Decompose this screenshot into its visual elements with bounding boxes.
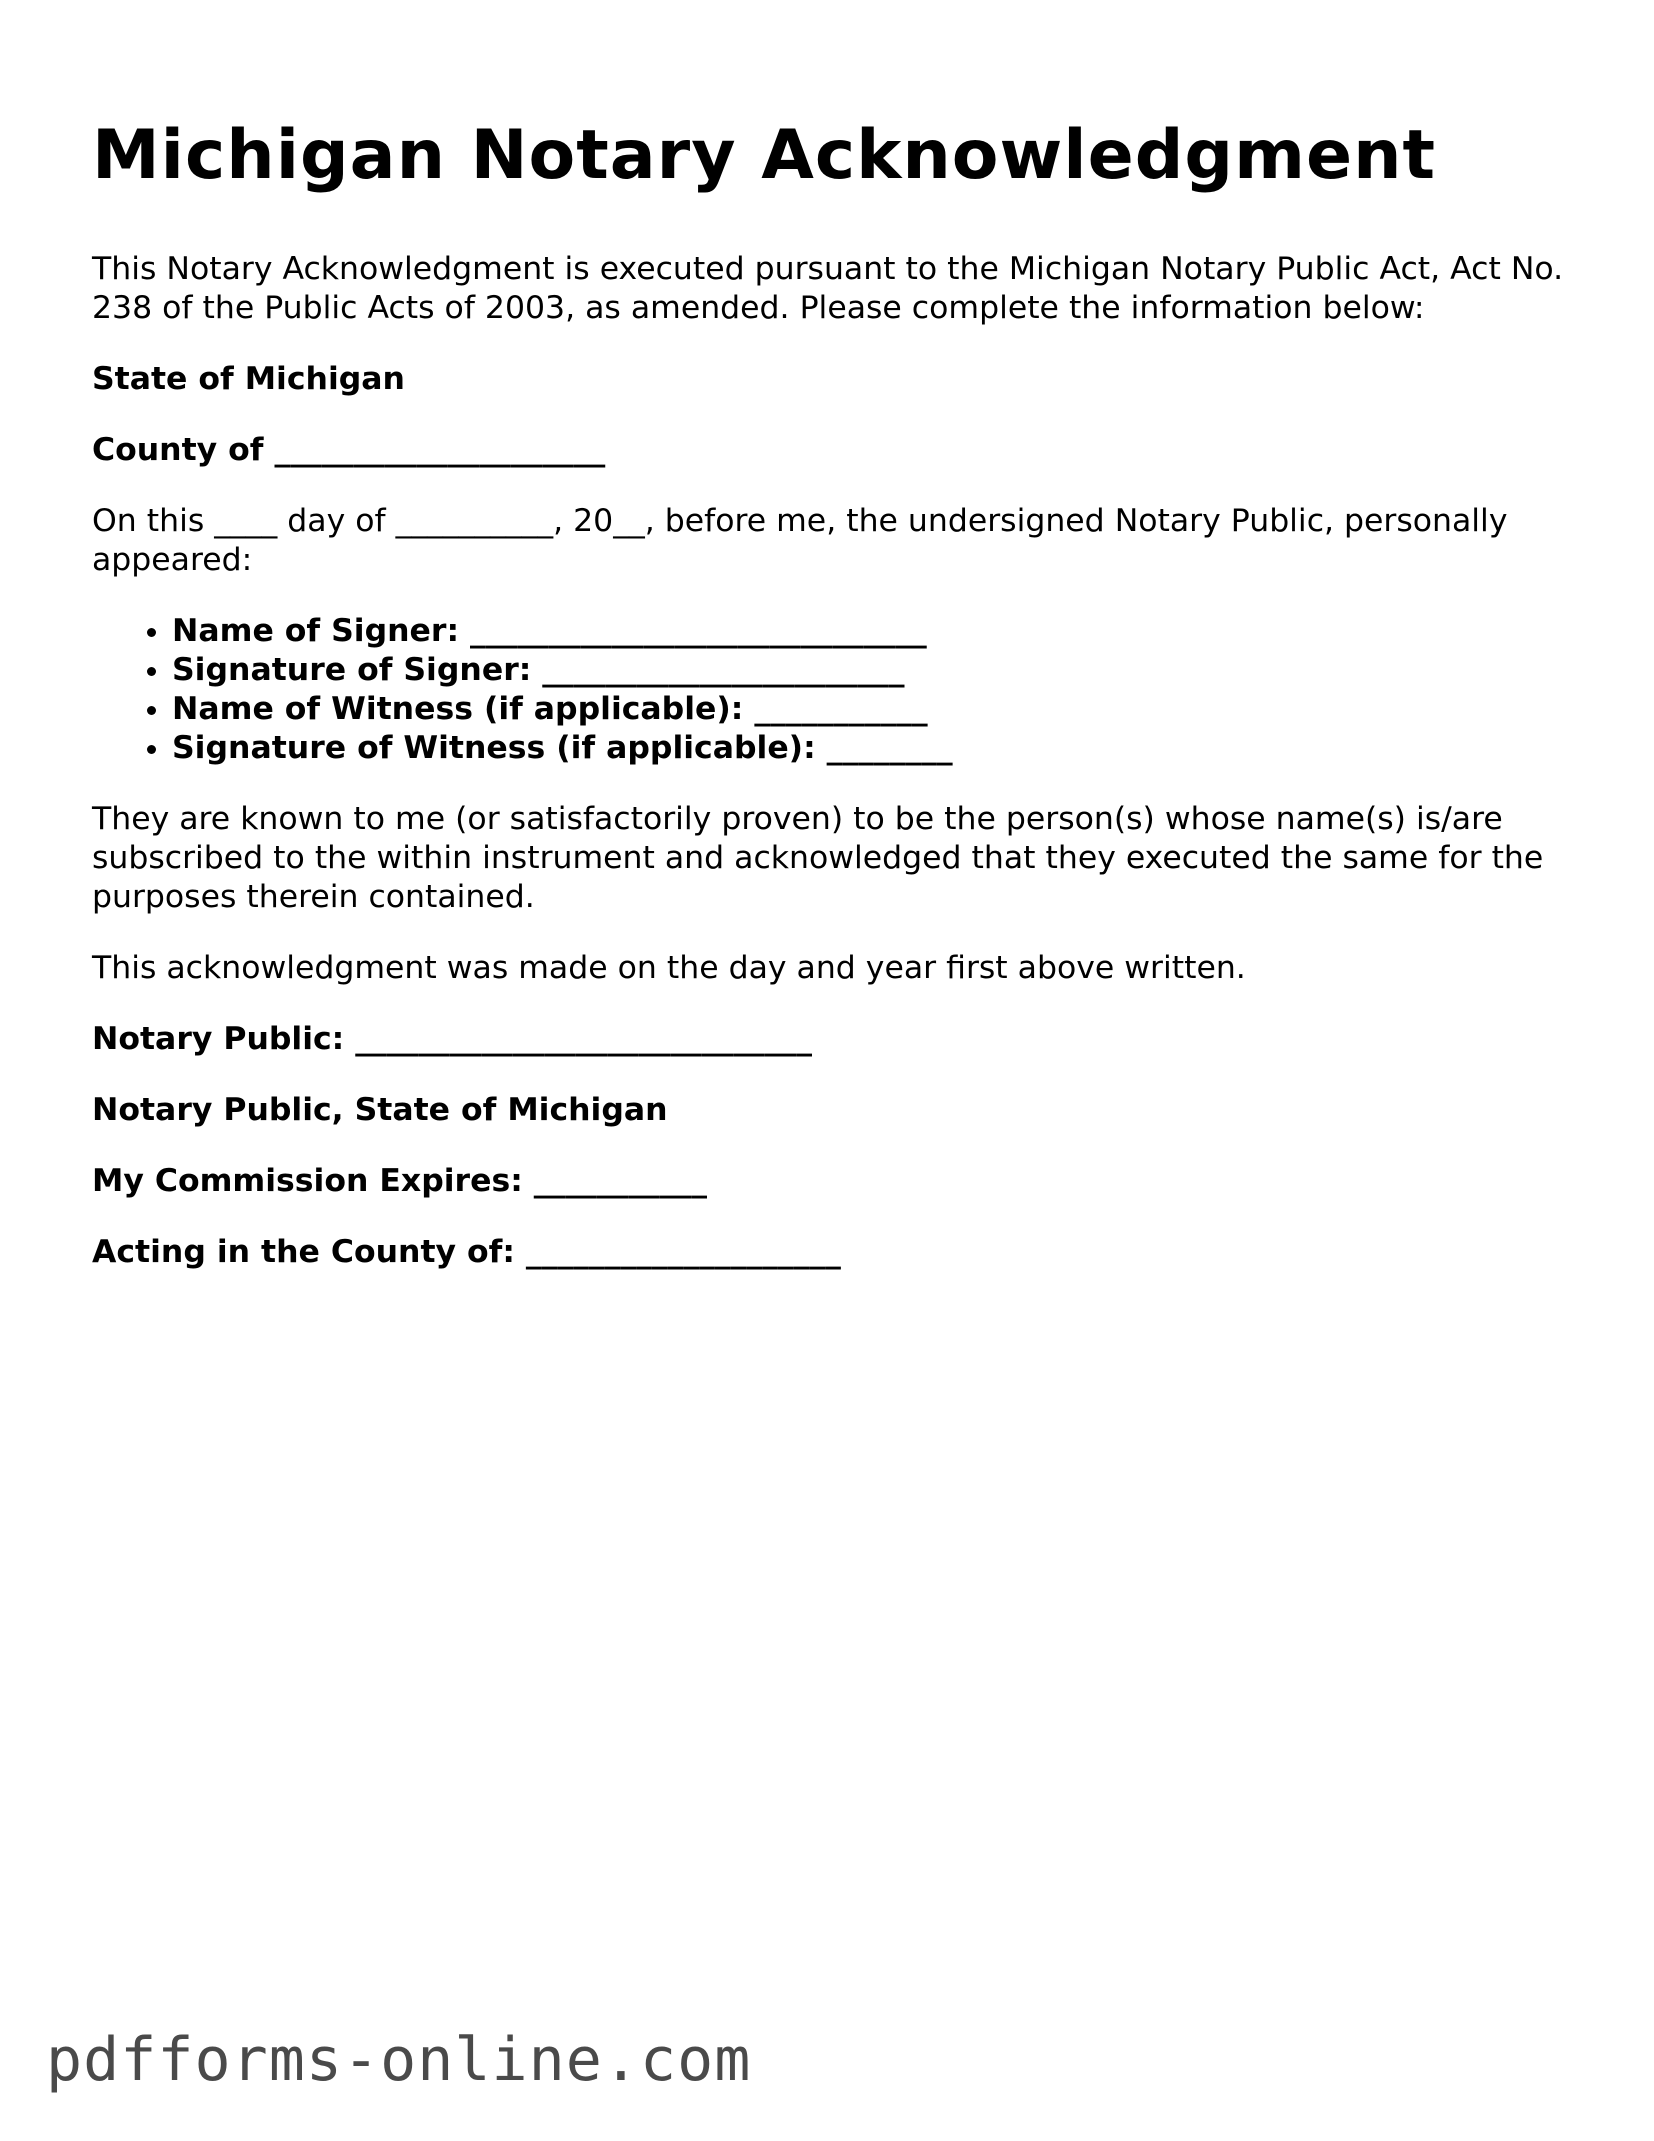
notary-state-line: Notary Public, State of Michigan (92, 1092, 668, 1128)
made-on-paragraph: This acknowledgment was made on the day and year first above written. (92, 950, 1246, 986)
name-of-witness-field: • Name of Witness (if applicable): ___________ (172, 690, 1572, 729)
signer-fields-list (92, 612, 1572, 768)
signature-of-witness-field: • Signature of Witness (if applicable): ________ (172, 729, 1572, 768)
appearance-paragraph: On this ____ day of __________, 20__, before me, the undersigned Notary Public, personally appeared: (92, 503, 1508, 578)
known-paragraph: They are known to me (or satisfactorily proven) to be the person(s) whose name(s) is/are subscribed to the within instrument and acknowledged that they executed the same for the purposes therein contained. (92, 801, 1544, 915)
name-of-signer-field: • Name of Signer: _____________________________ (172, 612, 1572, 651)
intro-paragraph: This Notary Acknowledgment is executed pursuant to the Michigan Notary Public Act, Act No. 238 of the Public Acts of 2003, as amended. Please complete the information below: (92, 251, 1564, 326)
commission-expires-field: My Commission Expires: ___________ (92, 1163, 708, 1199)
acting-county-field: Acting in the County of: ____________________ (92, 1234, 841, 1270)
page-title: Michigan Notary Acknowledgment (92, 116, 1436, 195)
county-field: County of _____________________ (92, 432, 606, 468)
notary-public-field: Notary Public: _____________________________ (92, 1021, 812, 1057)
state-line: State of Michigan (92, 361, 405, 397)
watermark: pdfforms-online.com (46, 2025, 752, 2095)
signature-of-signer-field: • Signature of Signer: _______________________ (172, 651, 1572, 690)
document-page (92, 110, 1572, 1304)
